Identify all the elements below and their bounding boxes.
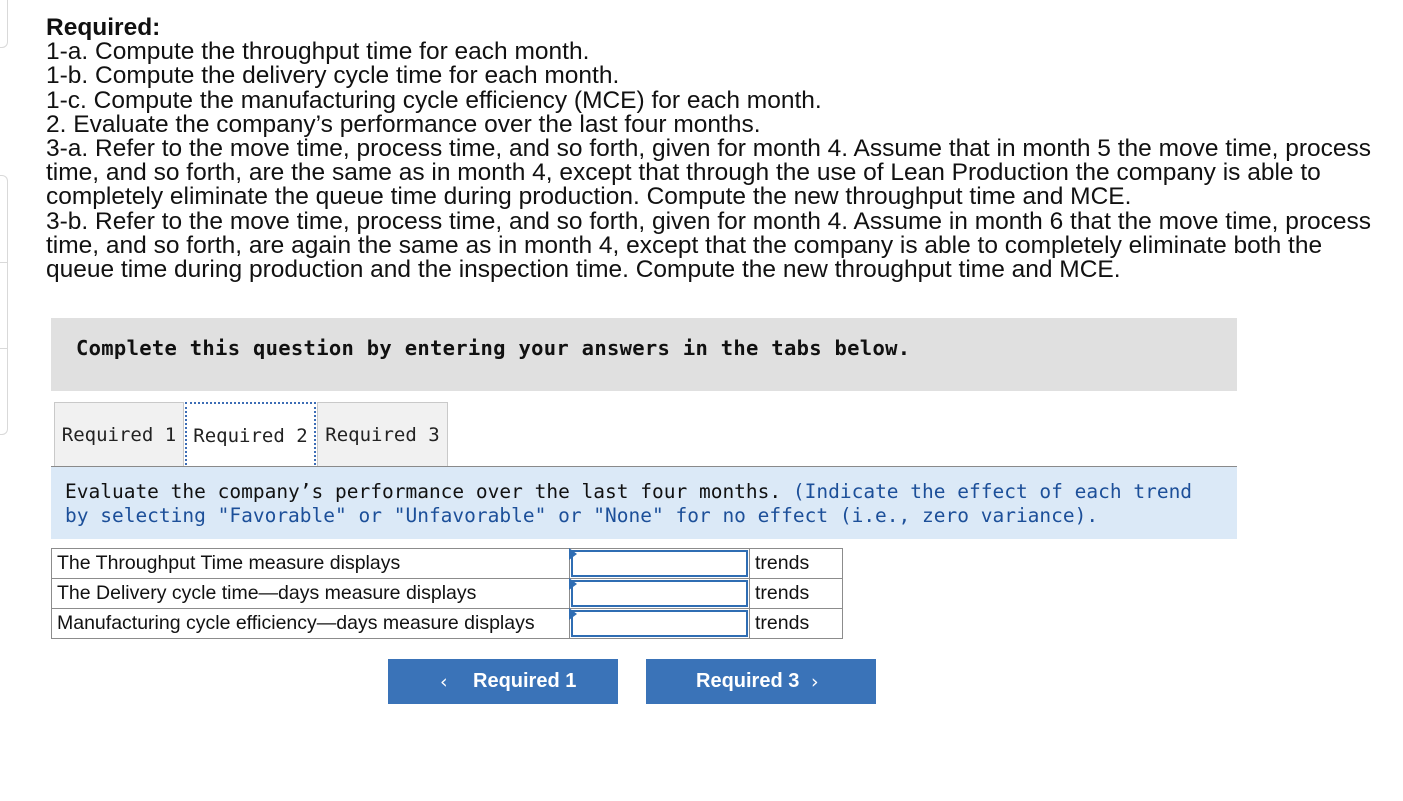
dropdown-indicator-icon <box>569 548 577 560</box>
side-panel-divider <box>0 348 7 349</box>
prev-button-label: Required 1 <box>473 670 577 692</box>
answer-table <box>51 548 843 639</box>
row-suffix: trends <box>750 549 843 579</box>
banner-text: Complete this question by entering your answers in the tabs below. <box>76 336 911 360</box>
row-label: The Delivery cycle time—days measure displays <box>52 579 570 609</box>
dropdown-indicator-icon <box>569 578 577 590</box>
instruction-banner <box>51 318 1237 391</box>
trend-select-cell <box>570 579 750 609</box>
tab-required-2[interactable]: Required 2 <box>185 402 316 469</box>
chevron-left-icon: ‹ <box>440 671 448 693</box>
row-suffix: trends <box>750 579 843 609</box>
instruction-1c: 1-c. Compute the manufacturing cycle efficiency (MCE) for each month. <box>46 86 822 114</box>
trend-select[interactable] <box>571 610 748 637</box>
side-panel-divider <box>0 262 7 263</box>
row-suffix: trends <box>750 609 843 639</box>
trend-select[interactable] <box>571 580 748 607</box>
question-instructions <box>46 16 1376 282</box>
next-button-label: Required 3 <box>696 670 800 692</box>
side-panel-edge <box>0 175 8 435</box>
instruction-2: 2. Evaluate the company’s performance over the last four months. <box>46 110 761 138</box>
trend-select-cell <box>570 609 750 639</box>
instruction-3b: 3-b. Refer to the move time, process time, and so forth, given for month 4. Assume in month 6 that the move time, process time, and so forth, are again the same as in month 4, except that the company is able to completely eliminate both the queue time during production and the inspection time. Compute the new throughput time and MCE. <box>46 207 1371 284</box>
table-row <box>52 579 843 609</box>
table-row <box>52 609 843 639</box>
trend-select-cell <box>570 549 750 579</box>
instruction-1b: 1-b. Compute the delivery cycle time for each month. <box>46 62 620 90</box>
instruction-3a: 3-a. Refer to the move time, process time, and so forth, given for month 4. Assume that in month 5 the move time, process time, and so forth, are the same as in month 4, except that through the use of Lean Production the company is able to completely eliminate the queue time during production. Compute the new throughput time and MCE. <box>46 135 1371 211</box>
chevron-right-icon: › <box>811 671 819 693</box>
row-label: Manufacturing cycle efficiency—days measure displays <box>52 609 570 639</box>
dropdown-indicator-icon <box>569 608 577 620</box>
side-panel-edge-top <box>0 0 8 48</box>
table-row <box>52 549 843 579</box>
question-prompt-box <box>51 467 1237 539</box>
prev-required-button[interactable] <box>388 659 618 704</box>
tab-required-3[interactable]: Required 3 <box>317 402 448 466</box>
tab-required-1[interactable]: Required 1 <box>54 402 184 466</box>
row-label: The Throughput Time measure displays <box>52 549 570 579</box>
required-heading: Required: <box>46 14 161 41</box>
question-prompt <box>65 480 1225 528</box>
trend-select[interactable] <box>571 550 748 577</box>
prompt-text: Evaluate the company’s performance over the last four months. <box>65 480 782 503</box>
next-required-button[interactable] <box>646 659 876 704</box>
instruction-1a: 1-a. Compute the throughput time for each month. <box>46 38 590 66</box>
prompt-hint: (Indicate the effect of each trend by selecting "Favorable" or "Unfavorable" or "None" for no effect (i.e., zero variance). <box>65 480 1193 527</box>
